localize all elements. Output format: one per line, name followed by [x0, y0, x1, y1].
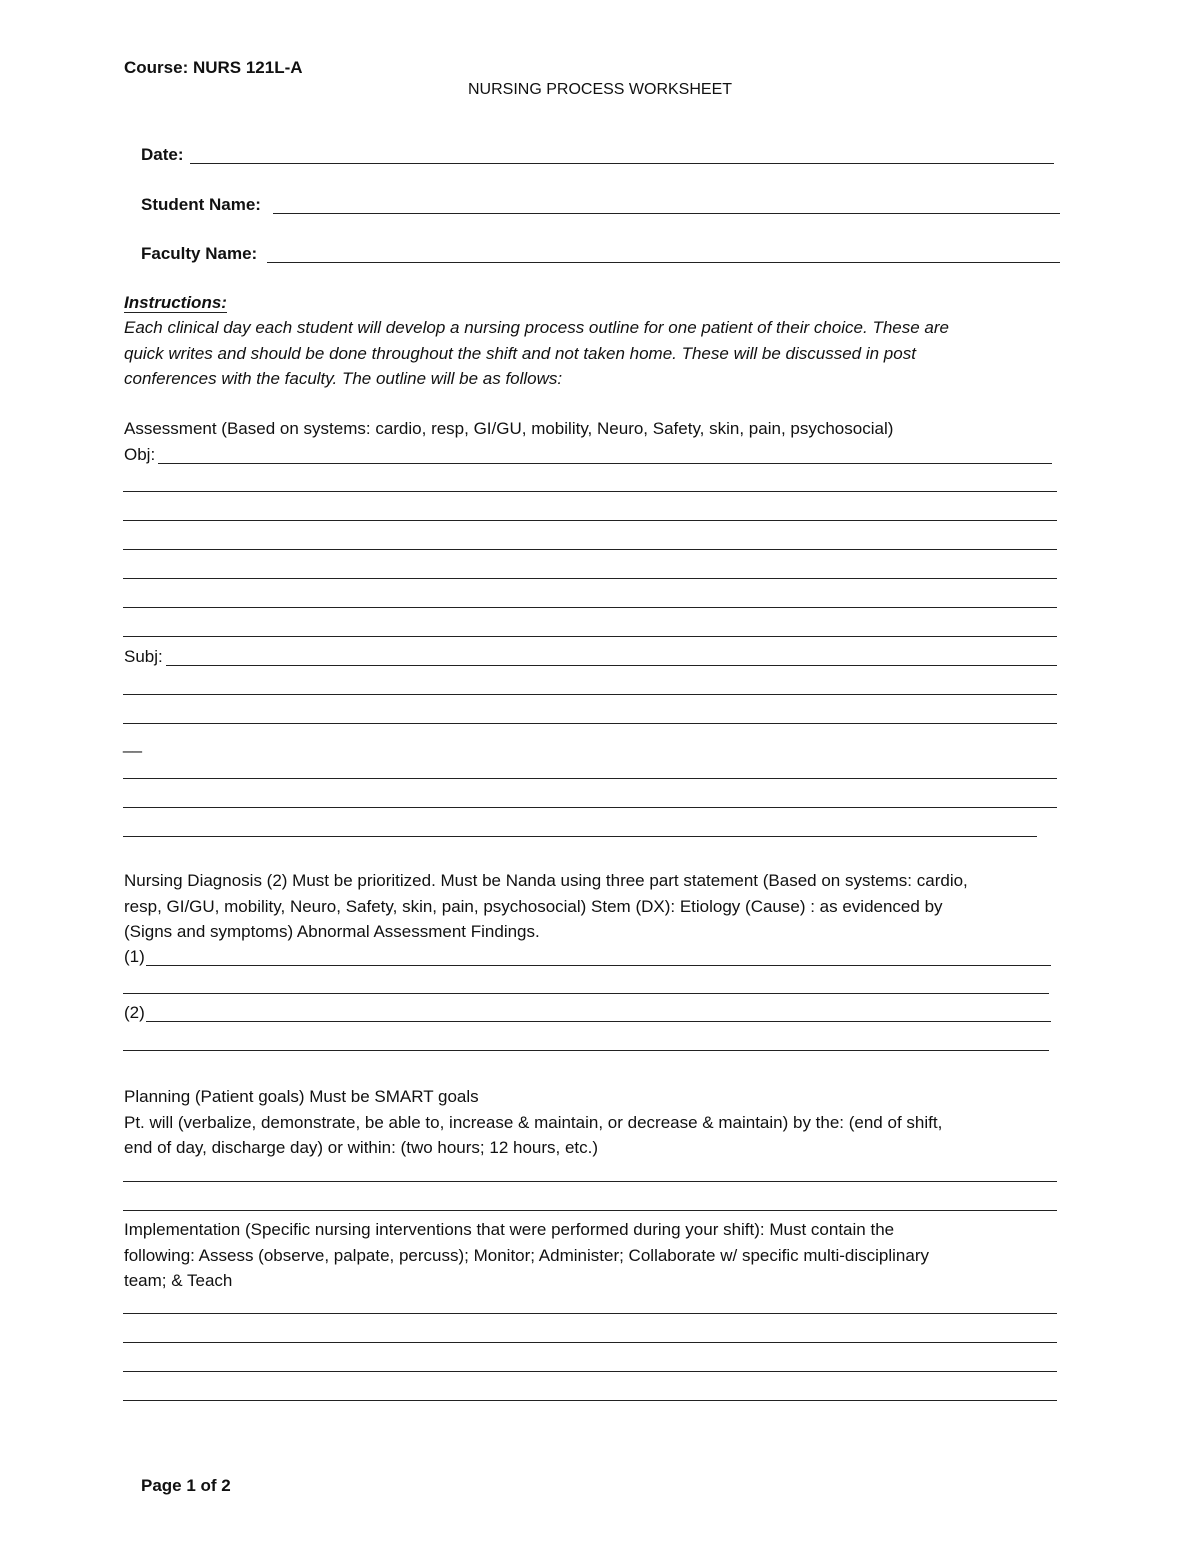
subj-line[interactable]: [166, 665, 1057, 666]
instructions-line: quick writes and should be done throughout the shift and not taken home. These will be discussed in post: [124, 343, 916, 363]
subj-line[interactable]: [123, 807, 1057, 808]
instructions-heading: [124, 293, 227, 313]
subj-line[interactable]: [123, 694, 1057, 695]
diagnosis-line: (Signs and symptoms) Abnormal Assessment Findings.: [124, 922, 540, 941]
implementation-text: [124, 1217, 929, 1294]
obj-label: Obj:: [124, 445, 156, 464]
implementation-line-field[interactable]: [123, 1342, 1057, 1343]
implementation-line: Implementation (Specific nursing interventions that were performed during your shift): Must contain the: [124, 1220, 895, 1239]
obj-line[interactable]: [123, 520, 1057, 521]
planning-text: [124, 1084, 942, 1161]
diagnosis-item-2-label: (2): [124, 1003, 145, 1022]
implementation-line: team; & Teach: [124, 1271, 233, 1290]
diagnosis-text: [124, 868, 968, 945]
page-title: NURSING PROCESS WORKSHEET: [467, 81, 733, 98]
faculty-name-label: Faculty Name:: [141, 244, 258, 263]
course-label: Course: NURS 121L-A: [124, 58, 303, 77]
subj-label: Subj:: [124, 647, 163, 666]
obj-line[interactable]: [123, 607, 1057, 608]
diagnosis-2-line[interactable]: [146, 1021, 1051, 1022]
instructions-heading-text: Instructions:: [124, 293, 227, 312]
student-name-field[interactable]: [273, 213, 1060, 214]
student-name-label: Student Name:: [141, 195, 261, 214]
subj-line[interactable]: [123, 836, 1037, 837]
assessment-heading: Assessment (Based on systems: cardio, resp, GI/GU, mobility, Neuro, Safety, skin, pain, psychosocial): [124, 419, 894, 438]
obj-line[interactable]: [123, 578, 1057, 579]
planning-line: Planning (Patient goals) Must be SMART goals: [124, 1087, 479, 1106]
stray-underscore: __: [123, 734, 142, 753]
instructions-text: [124, 315, 949, 392]
subj-line[interactable]: [123, 778, 1057, 779]
diagnosis-1-line[interactable]: [123, 993, 1049, 994]
obj-line[interactable]: [123, 491, 1057, 492]
obj-line[interactable]: [158, 463, 1052, 464]
implementation-line: following: Assess (observe, palpate, percuss); Monitor; Administer; Collaborate w/ specific multi-disciplinary: [124, 1245, 929, 1265]
page-number: Page 1 of 2: [141, 1476, 231, 1495]
obj-line[interactable]: [123, 549, 1057, 550]
instructions-line: conferences with the faculty. The outline will be as follows:: [124, 369, 563, 388]
diagnosis-line: resp, GI/GU, mobility, Neuro, Safety, skin, pain, psychosocial) Stem (DX): Etiology (Cause) : as evidenced by: [124, 896, 943, 916]
diagnosis-item-1-label: (1): [124, 947, 145, 966]
date-field[interactable]: [190, 163, 1054, 164]
planning-line-field[interactable]: [123, 1181, 1057, 1182]
instructions-line: Each clinical day each student will develop a nursing process outline for one patient of their choice. These are: [124, 318, 949, 337]
obj-line[interactable]: [123, 636, 1057, 637]
diagnosis-line: Nursing Diagnosis (2) Must be prioritized. Must be Nanda using three part statement (Based on systems: cardio,: [124, 871, 968, 890]
date-label: Date:: [141, 145, 184, 164]
subj-line[interactable]: [123, 723, 1057, 724]
diagnosis-1-line[interactable]: [146, 965, 1051, 966]
diagnosis-2-line[interactable]: [123, 1050, 1049, 1051]
faculty-name-field[interactable]: [267, 262, 1060, 263]
implementation-line-field[interactable]: [123, 1313, 1057, 1314]
planning-line: Pt. will (verbalize, demonstrate, be able to, increase & maintain, or decrease & maintain) by the: (end of shift,: [124, 1112, 943, 1132]
planning-line: end of day, discharge day) or within: (two hours; 12 hours, etc.): [124, 1138, 599, 1157]
implementation-line-field[interactable]: [123, 1400, 1057, 1401]
implementation-line-field[interactable]: [123, 1371, 1057, 1372]
planning-line-field[interactable]: [123, 1210, 1057, 1211]
